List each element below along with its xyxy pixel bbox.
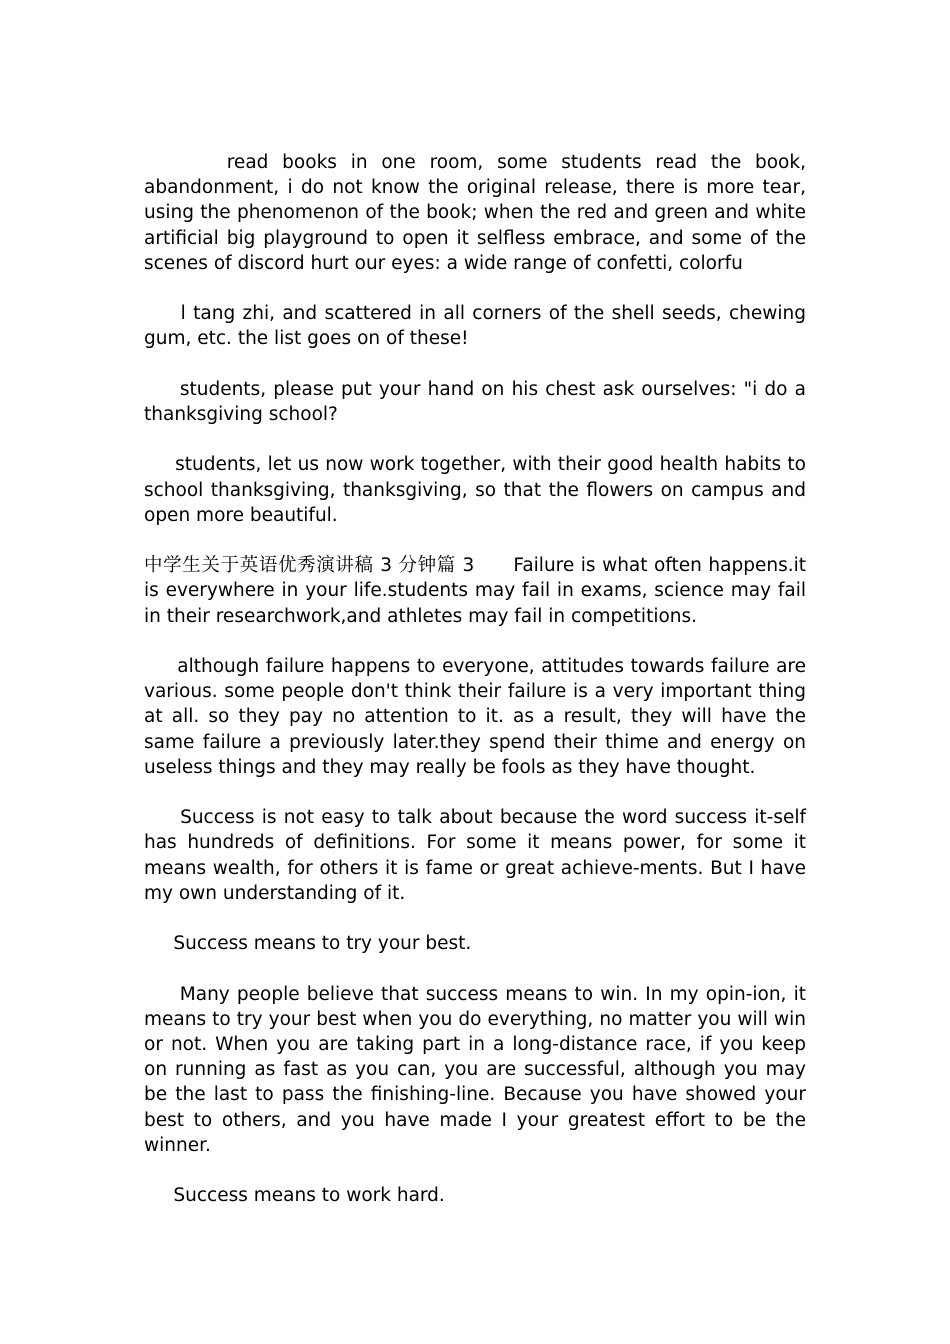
paragraph-1: read books in one room, some students read the book, abandonment, i do not know the original release, there is more tear, using the phenomenon of the book; when the red and green and white artificial big playground to open it selfless embrace, and some of the scenes of discord hurt our eyes: a wide range of confetti, colorfu (144, 152, 812, 274)
document-body (144, 150, 812, 1208)
paragraph-4: students, let us now work together, with their good health habits to school thanksgiving, thanksgiving, so that the flowers on campus and open more beautiful. (144, 454, 812, 526)
paragraph-8: Many people believe that success means to win. In my opin-ion, it means to try your best when you do everything, no matter you will win or not. When you are taking part in a long-distance race, if you keep on running as fast as you can, you are successful, although you may be the last to pass the finishing-line. Because you have showed your best to others, and you have made I your greatest effort to be the winner. (144, 983, 812, 1156)
section-3-intro: Failure is what often happens.it is everywhere in your life.students may fail in exams, science may fail in their researchwork,and athletes may fail in competitions. (144, 555, 812, 627)
section-3-paragraph (144, 553, 812, 629)
section-3-heading: 中学生关于英语优秀演讲稿 3 分钟篇 3 (144, 555, 475, 577)
paragraph-3: students, please put your hand on his chest ask ourselves: "i do a thanksgiving school? (144, 378, 812, 425)
paragraph-6: Success is not easy to talk about because the word success it-self has hundreds of definitions. For some it means power, for some it means wealth, for others it is fame or great achieve-ments. But I have my own understanding of it. (144, 807, 812, 904)
paragraph-2: l tang zhi, and scattered in all corners of the shell seeds, chewing gum, etc. the list goes on of these! (144, 303, 812, 350)
paragraph-7: Success means to try your best. (144, 933, 472, 955)
paragraph-5: although failure happens to everyone, attitudes towards failure are various. some people don't think their failure is a very important thing at all. so they pay no attention to it. as a result, they will have the same failure a previously later.they spend their thime and energy on useless things and they may really be fools as they have thought. (144, 655, 812, 778)
paragraph-9: Success means to work hard. (144, 1185, 445, 1207)
